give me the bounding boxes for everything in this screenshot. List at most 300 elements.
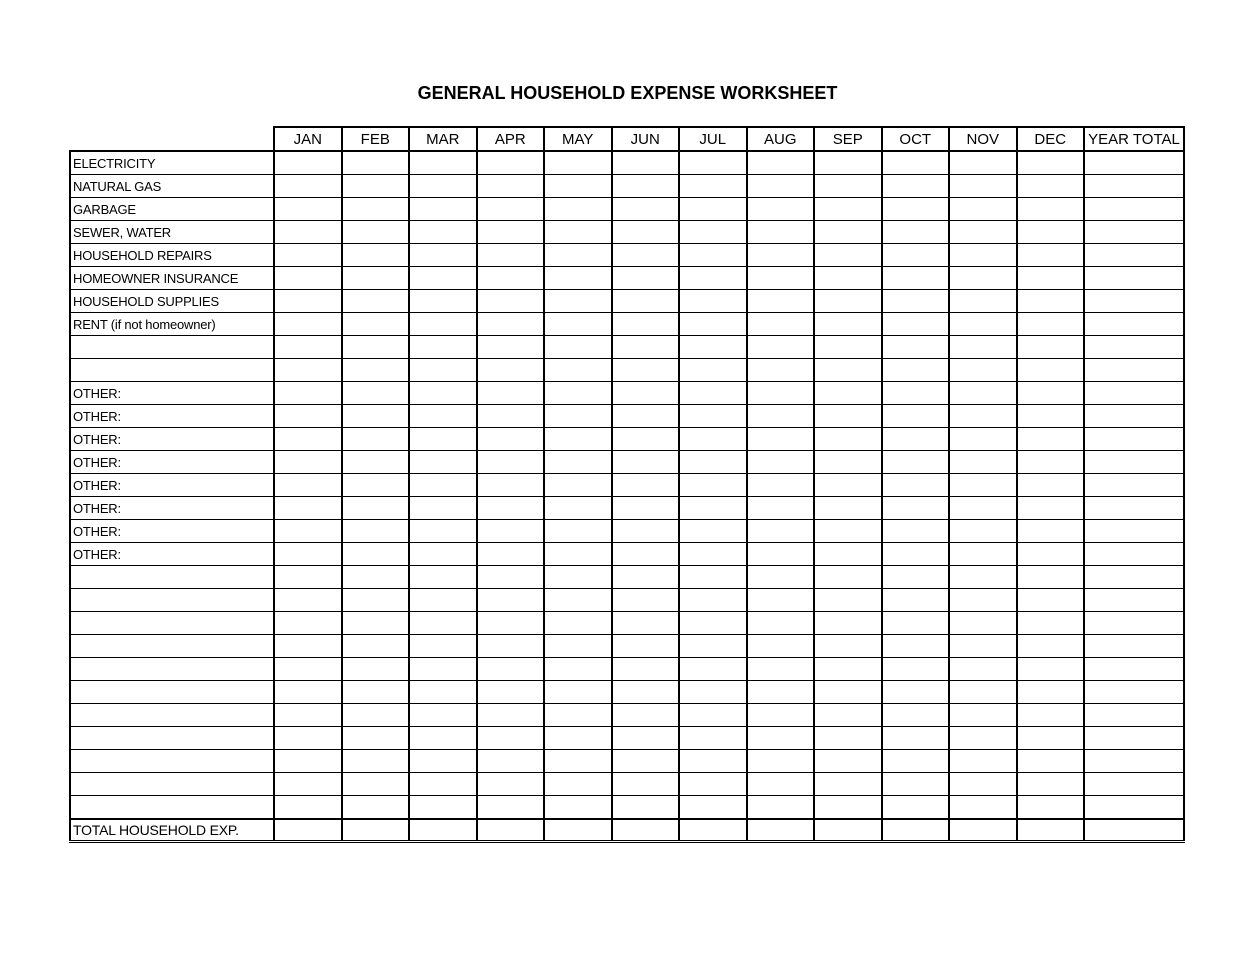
entry-cell[interactable]: [612, 589, 680, 612]
entry-cell[interactable]: [814, 198, 882, 221]
entry-cell[interactable]: [814, 313, 882, 336]
entry-cell[interactable]: [544, 151, 612, 175]
entry-cell[interactable]: [274, 244, 342, 267]
entry-cell[interactable]: [814, 589, 882, 612]
entry-cell[interactable]: [814, 382, 882, 405]
entry-cell[interactable]: [409, 244, 477, 267]
entry-cell[interactable]: [949, 151, 1017, 175]
entry-cell[interactable]: [882, 267, 950, 290]
entry-cell[interactable]: [544, 290, 612, 313]
entry-cell[interactable]: [1084, 336, 1184, 359]
entry-cell[interactable]: [477, 313, 545, 336]
entry-cell[interactable]: [544, 428, 612, 451]
entry-cell[interactable]: [814, 750, 882, 773]
entry-cell[interactable]: [949, 359, 1017, 382]
entry-cell[interactable]: [949, 727, 1017, 750]
entry-cell[interactable]: [814, 635, 882, 658]
entry-cell[interactable]: [1084, 635, 1184, 658]
entry-cell[interactable]: [882, 198, 950, 221]
entry-cell[interactable]: [342, 727, 410, 750]
entry-cell[interactable]: [477, 520, 545, 543]
entry-cell[interactable]: [544, 681, 612, 704]
entry-cell[interactable]: [612, 359, 680, 382]
entry-cell[interactable]: [882, 543, 950, 566]
entry-cell[interactable]: [612, 221, 680, 244]
entry-cell[interactable]: [814, 474, 882, 497]
entry-cell[interactable]: [882, 681, 950, 704]
entry-cell[interactable]: [612, 543, 680, 566]
entry-cell[interactable]: [342, 750, 410, 773]
entry-cell[interactable]: [342, 382, 410, 405]
entry-cell[interactable]: [814, 773, 882, 796]
entry-cell[interactable]: [747, 497, 815, 520]
entry-cell[interactable]: [949, 290, 1017, 313]
entry-cell[interactable]: [612, 704, 680, 727]
entry-cell[interactable]: [882, 451, 950, 474]
entry-cell[interactable]: [274, 589, 342, 612]
entry-cell[interactable]: [814, 405, 882, 428]
entry-cell[interactable]: [679, 681, 747, 704]
entry-cell[interactable]: [882, 382, 950, 405]
entry-cell[interactable]: [814, 727, 882, 750]
entry-cell[interactable]: [949, 451, 1017, 474]
entry-cell[interactable]: [747, 589, 815, 612]
entry-cell[interactable]: [544, 796, 612, 820]
entry-cell[interactable]: [477, 566, 545, 589]
entry-cell[interactable]: [544, 451, 612, 474]
entry-cell[interactable]: [544, 520, 612, 543]
entry-cell[interactable]: [747, 520, 815, 543]
entry-cell[interactable]: [477, 151, 545, 175]
entry-cell[interactable]: [679, 221, 747, 244]
entry-cell[interactable]: [747, 704, 815, 727]
entry-cell[interactable]: [747, 543, 815, 566]
entry-cell[interactable]: [477, 290, 545, 313]
entry-cell[interactable]: [747, 566, 815, 589]
entry-cell[interactable]: [882, 405, 950, 428]
entry-cell[interactable]: [612, 290, 680, 313]
entry-cell[interactable]: [342, 589, 410, 612]
entry-cell[interactable]: [1084, 796, 1184, 820]
entry-cell[interactable]: [409, 819, 477, 842]
entry-cell[interactable]: [1017, 727, 1085, 750]
entry-cell[interactable]: [679, 313, 747, 336]
entry-cell[interactable]: [882, 704, 950, 727]
entry-cell[interactable]: [544, 612, 612, 635]
entry-cell[interactable]: [1084, 589, 1184, 612]
entry-cell[interactable]: [814, 175, 882, 198]
entry-cell[interactable]: [1084, 175, 1184, 198]
entry-cell[interactable]: [882, 474, 950, 497]
entry-cell[interactable]: [544, 198, 612, 221]
entry-cell[interactable]: [274, 405, 342, 428]
entry-cell[interactable]: [544, 819, 612, 842]
entry-cell[interactable]: [1084, 773, 1184, 796]
entry-cell[interactable]: [274, 497, 342, 520]
entry-cell[interactable]: [1017, 313, 1085, 336]
entry-cell[interactable]: [544, 359, 612, 382]
entry-cell[interactable]: [1017, 474, 1085, 497]
entry-cell[interactable]: [679, 566, 747, 589]
entry-cell[interactable]: [814, 428, 882, 451]
entry-cell[interactable]: [409, 796, 477, 820]
entry-cell[interactable]: [679, 497, 747, 520]
entry-cell[interactable]: [814, 244, 882, 267]
entry-cell[interactable]: [814, 221, 882, 244]
entry-cell[interactable]: [814, 566, 882, 589]
entry-cell[interactable]: [477, 382, 545, 405]
entry-cell[interactable]: [274, 175, 342, 198]
entry-cell[interactable]: [679, 727, 747, 750]
entry-cell[interactable]: [342, 313, 410, 336]
entry-cell[interactable]: [1017, 796, 1085, 820]
entry-cell[interactable]: [544, 750, 612, 773]
entry-cell[interactable]: [679, 382, 747, 405]
entry-cell[interactable]: [342, 497, 410, 520]
entry-cell[interactable]: [814, 451, 882, 474]
entry-cell[interactable]: [1017, 635, 1085, 658]
entry-cell[interactable]: [342, 681, 410, 704]
entry-cell[interactable]: [747, 750, 815, 773]
entry-cell[interactable]: [882, 520, 950, 543]
entry-cell[interactable]: [544, 773, 612, 796]
entry-cell[interactable]: [274, 520, 342, 543]
entry-cell[interactable]: [409, 635, 477, 658]
entry-cell[interactable]: [342, 520, 410, 543]
entry-cell[interactable]: [1017, 198, 1085, 221]
entry-cell[interactable]: [544, 382, 612, 405]
entry-cell[interactable]: [814, 681, 882, 704]
entry-cell[interactable]: [612, 566, 680, 589]
entry-cell[interactable]: [747, 819, 815, 842]
entry-cell[interactable]: [679, 520, 747, 543]
entry-cell[interactable]: [409, 566, 477, 589]
entry-cell[interactable]: [409, 382, 477, 405]
entry-cell[interactable]: [1084, 681, 1184, 704]
entry-cell[interactable]: [274, 704, 342, 727]
entry-cell[interactable]: [747, 336, 815, 359]
entry-cell[interactable]: [949, 750, 1017, 773]
entry-cell[interactable]: [949, 543, 1017, 566]
entry-cell[interactable]: [409, 727, 477, 750]
entry-cell[interactable]: [679, 405, 747, 428]
entry-cell[interactable]: [477, 658, 545, 681]
entry-cell[interactable]: [882, 428, 950, 451]
entry-cell[interactable]: [1017, 336, 1085, 359]
entry-cell[interactable]: [882, 175, 950, 198]
entry-cell[interactable]: [747, 428, 815, 451]
entry-cell[interactable]: [612, 474, 680, 497]
entry-cell[interactable]: [679, 290, 747, 313]
entry-cell[interactable]: [1017, 773, 1085, 796]
entry-cell[interactable]: [342, 796, 410, 820]
entry-cell[interactable]: [814, 658, 882, 681]
entry-cell[interactable]: [814, 796, 882, 820]
entry-cell[interactable]: [274, 566, 342, 589]
entry-cell[interactable]: [1017, 382, 1085, 405]
entry-cell[interactable]: [1017, 543, 1085, 566]
entry-cell[interactable]: [612, 175, 680, 198]
entry-cell[interactable]: [274, 658, 342, 681]
entry-cell[interactable]: [679, 359, 747, 382]
entry-cell[interactable]: [409, 773, 477, 796]
entry-cell[interactable]: [747, 221, 815, 244]
entry-cell[interactable]: [342, 566, 410, 589]
entry-cell[interactable]: [477, 175, 545, 198]
entry-cell[interactable]: [949, 198, 1017, 221]
entry-cell[interactable]: [949, 497, 1017, 520]
entry-cell[interactable]: [1084, 313, 1184, 336]
entry-cell[interactable]: [949, 819, 1017, 842]
entry-cell[interactable]: [409, 428, 477, 451]
entry-cell[interactable]: [274, 543, 342, 566]
entry-cell[interactable]: [544, 474, 612, 497]
entry-cell[interactable]: [544, 566, 612, 589]
entry-cell[interactable]: [342, 359, 410, 382]
entry-cell[interactable]: [747, 727, 815, 750]
entry-cell[interactable]: [409, 267, 477, 290]
entry-cell[interactable]: [612, 727, 680, 750]
entry-cell[interactable]: [342, 151, 410, 175]
entry-cell[interactable]: [274, 612, 342, 635]
entry-cell[interactable]: [477, 451, 545, 474]
entry-cell[interactable]: [1017, 658, 1085, 681]
entry-cell[interactable]: [679, 474, 747, 497]
entry-cell[interactable]: [477, 796, 545, 820]
entry-cell[interactable]: [274, 773, 342, 796]
entry-cell[interactable]: [409, 681, 477, 704]
entry-cell[interactable]: [882, 221, 950, 244]
entry-cell[interactable]: [409, 221, 477, 244]
entry-cell[interactable]: [882, 635, 950, 658]
entry-cell[interactable]: [679, 773, 747, 796]
entry-cell[interactable]: [747, 313, 815, 336]
entry-cell[interactable]: [1084, 359, 1184, 382]
entry-cell[interactable]: [679, 428, 747, 451]
entry-cell[interactable]: [1084, 750, 1184, 773]
entry-cell[interactable]: [409, 336, 477, 359]
entry-cell[interactable]: [747, 151, 815, 175]
entry-cell[interactable]: [477, 773, 545, 796]
entry-cell[interactable]: [679, 704, 747, 727]
entry-cell[interactable]: [747, 474, 815, 497]
entry-cell[interactable]: [679, 589, 747, 612]
entry-cell[interactable]: [882, 589, 950, 612]
entry-cell[interactable]: [949, 773, 1017, 796]
entry-cell[interactable]: [949, 704, 1017, 727]
entry-cell[interactable]: [342, 819, 410, 842]
entry-cell[interactable]: [409, 658, 477, 681]
entry-cell[interactable]: [949, 405, 1017, 428]
entry-cell[interactable]: [342, 336, 410, 359]
entry-cell[interactable]: [814, 704, 882, 727]
entry-cell[interactable]: [274, 359, 342, 382]
entry-cell[interactable]: [1017, 681, 1085, 704]
entry-cell[interactable]: [1084, 244, 1184, 267]
entry-cell[interactable]: [882, 313, 950, 336]
entry-cell[interactable]: [409, 151, 477, 175]
entry-cell[interactable]: [747, 382, 815, 405]
entry-cell[interactable]: [882, 796, 950, 820]
entry-cell[interactable]: [612, 658, 680, 681]
entry-cell[interactable]: [1084, 267, 1184, 290]
entry-cell[interactable]: [612, 244, 680, 267]
entry-cell[interactable]: [814, 151, 882, 175]
entry-cell[interactable]: [679, 635, 747, 658]
entry-cell[interactable]: [612, 336, 680, 359]
entry-cell[interactable]: [679, 819, 747, 842]
entry-cell[interactable]: [882, 497, 950, 520]
entry-cell[interactable]: [274, 267, 342, 290]
entry-cell[interactable]: [544, 221, 612, 244]
entry-cell[interactable]: [477, 727, 545, 750]
entry-cell[interactable]: [612, 773, 680, 796]
entry-cell[interactable]: [409, 175, 477, 198]
entry-cell[interactable]: [409, 750, 477, 773]
entry-cell[interactable]: [747, 796, 815, 820]
entry-cell[interactable]: [949, 796, 1017, 820]
entry-cell[interactable]: [409, 451, 477, 474]
entry-cell[interactable]: [814, 819, 882, 842]
entry-cell[interactable]: [747, 635, 815, 658]
entry-cell[interactable]: [882, 244, 950, 267]
entry-cell[interactable]: [274, 474, 342, 497]
entry-cell[interactable]: [612, 635, 680, 658]
entry-cell[interactable]: [477, 474, 545, 497]
entry-cell[interactable]: [949, 589, 1017, 612]
entry-cell[interactable]: [1017, 566, 1085, 589]
entry-cell[interactable]: [747, 175, 815, 198]
entry-cell[interactable]: [679, 175, 747, 198]
entry-cell[interactable]: [544, 244, 612, 267]
entry-cell[interactable]: [1017, 750, 1085, 773]
entry-cell[interactable]: [679, 658, 747, 681]
entry-cell[interactable]: [612, 151, 680, 175]
entry-cell[interactable]: [612, 451, 680, 474]
entry-cell[interactable]: [949, 635, 1017, 658]
entry-cell[interactable]: [747, 198, 815, 221]
entry-cell[interactable]: [612, 520, 680, 543]
entry-cell[interactable]: [1084, 151, 1184, 175]
entry-cell[interactable]: [342, 175, 410, 198]
entry-cell[interactable]: [477, 681, 545, 704]
entry-cell[interactable]: [949, 244, 1017, 267]
entry-cell[interactable]: [342, 658, 410, 681]
entry-cell[interactable]: [477, 198, 545, 221]
entry-cell[interactable]: [1084, 221, 1184, 244]
entry-cell[interactable]: [747, 612, 815, 635]
entry-cell[interactable]: [949, 566, 1017, 589]
entry-cell[interactable]: [342, 290, 410, 313]
entry-cell[interactable]: [747, 773, 815, 796]
entry-cell[interactable]: [1084, 543, 1184, 566]
entry-cell[interactable]: [882, 658, 950, 681]
entry-cell[interactable]: [679, 244, 747, 267]
entry-cell[interactable]: [1017, 405, 1085, 428]
entry-cell[interactable]: [882, 566, 950, 589]
entry-cell[interactable]: [274, 635, 342, 658]
entry-cell[interactable]: [342, 244, 410, 267]
entry-cell[interactable]: [274, 198, 342, 221]
entry-cell[interactable]: [747, 681, 815, 704]
entry-cell[interactable]: [1084, 612, 1184, 635]
entry-cell[interactable]: [882, 612, 950, 635]
entry-cell[interactable]: [544, 704, 612, 727]
entry-cell[interactable]: [1084, 382, 1184, 405]
entry-cell[interactable]: [342, 198, 410, 221]
entry-cell[interactable]: [1084, 704, 1184, 727]
entry-cell[interactable]: [814, 359, 882, 382]
entry-cell[interactable]: [409, 359, 477, 382]
entry-cell[interactable]: [409, 497, 477, 520]
entry-cell[interactable]: [274, 290, 342, 313]
entry-cell[interactable]: [1017, 267, 1085, 290]
entry-cell[interactable]: [409, 704, 477, 727]
entry-cell[interactable]: [679, 336, 747, 359]
entry-cell[interactable]: [679, 451, 747, 474]
entry-cell[interactable]: [544, 267, 612, 290]
entry-cell[interactable]: [1017, 151, 1085, 175]
entry-cell[interactable]: [544, 405, 612, 428]
entry-cell[interactable]: [747, 244, 815, 267]
entry-cell[interactable]: [1084, 428, 1184, 451]
entry-cell[interactable]: [679, 750, 747, 773]
entry-cell[interactable]: [409, 474, 477, 497]
entry-cell[interactable]: [1017, 520, 1085, 543]
entry-cell[interactable]: [1084, 451, 1184, 474]
entry-cell[interactable]: [949, 520, 1017, 543]
entry-cell[interactable]: [949, 313, 1017, 336]
entry-cell[interactable]: [1084, 658, 1184, 681]
entry-cell[interactable]: [544, 589, 612, 612]
entry-cell[interactable]: [949, 221, 1017, 244]
entry-cell[interactable]: [679, 543, 747, 566]
entry-cell[interactable]: [679, 796, 747, 820]
entry-cell[interactable]: [477, 405, 545, 428]
entry-cell[interactable]: [949, 428, 1017, 451]
entry-cell[interactable]: [477, 336, 545, 359]
entry-cell[interactable]: [612, 405, 680, 428]
entry-cell[interactable]: [814, 267, 882, 290]
entry-cell[interactable]: [1017, 428, 1085, 451]
entry-cell[interactable]: [949, 658, 1017, 681]
entry-cell[interactable]: [882, 727, 950, 750]
entry-cell[interactable]: [409, 290, 477, 313]
entry-cell[interactable]: [612, 819, 680, 842]
entry-cell[interactable]: [612, 750, 680, 773]
entry-cell[interactable]: [1017, 497, 1085, 520]
entry-cell[interactable]: [342, 635, 410, 658]
entry-cell[interactable]: [274, 796, 342, 820]
entry-cell[interactable]: [409, 612, 477, 635]
entry-cell[interactable]: [477, 635, 545, 658]
entry-cell[interactable]: [544, 336, 612, 359]
entry-cell[interactable]: [544, 658, 612, 681]
entry-cell[interactable]: [342, 704, 410, 727]
entry-cell[interactable]: [1017, 612, 1085, 635]
entry-cell[interactable]: [949, 175, 1017, 198]
entry-cell[interactable]: [814, 543, 882, 566]
entry-cell[interactable]: [882, 290, 950, 313]
entry-cell[interactable]: [274, 221, 342, 244]
entry-cell[interactable]: [274, 451, 342, 474]
entry-cell[interactable]: [477, 543, 545, 566]
entry-cell[interactable]: [949, 382, 1017, 405]
entry-cell[interactable]: [477, 359, 545, 382]
entry-cell[interactable]: [1084, 566, 1184, 589]
entry-cell[interactable]: [1084, 727, 1184, 750]
entry-cell[interactable]: [477, 497, 545, 520]
